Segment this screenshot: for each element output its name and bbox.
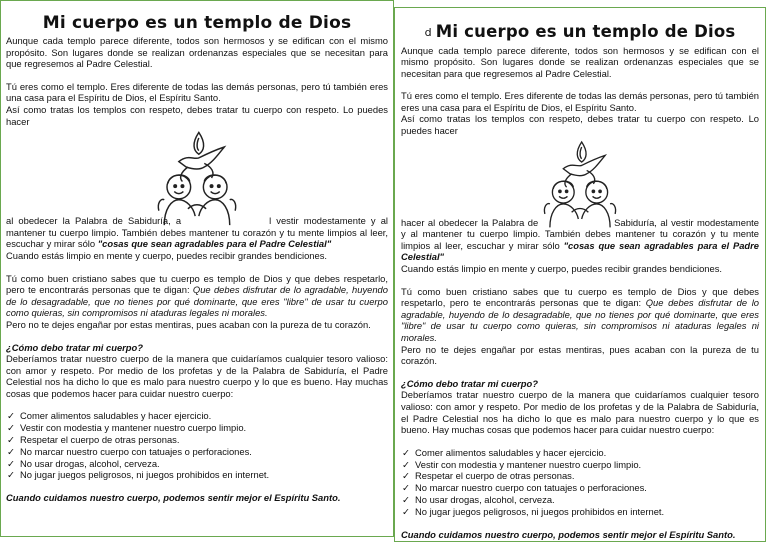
check-icon: ✓ [7, 469, 15, 481]
list-item: ✓ Comer alimentos saludables y hacer ejercicio. [402, 446, 607, 458]
check-icon: ✓ [402, 446, 410, 458]
paragraph-respect: Así como tratas los templos con respeto, debes tratar tu cuerpo con respeto. Lo puedes hacer [401, 113, 759, 137]
quote-agradables: "cosas que sean agradables para el Padre Celestial" [97, 238, 332, 250]
list-item: ✓ No marcar nuestro cuerpo con tatuajes o perforaciones. [7, 445, 252, 457]
paragraph-wisdom: al obedecer la Palabra de Sabiduría, a l vestir modestamente y al mantener tu cuerpo limpio. También debes mantener tu corazón y tu mente limpios al leer, escuchar y mirar sólo "cosas que sean agradables para el Padre Celestial" [6, 215, 388, 250]
paragraph-warning: Pero no te dejes engañar por estas mentiras, pues acaban con la pureza de tu corazón. [6, 318, 371, 330]
quote-temptation: Que debes disfrutar de lo agradable, huyendo de lo desagradable, que no tienes por qué dominarte, que eres "libre" de usar tu cuerpo como quieras, sin compromisos ni ataduras legales ni morales. [6, 284, 388, 319]
check-icon: ✓ [7, 422, 15, 434]
quote-agradables: "cosas que sean agradables para el Padre Celestial" [401, 239, 760, 263]
paragraph-respect: Así como tratas los templos con respeto, debes tratar tu cuerpo con respeto. Lo puedes hacer [6, 103, 388, 127]
list-item: ✓ No jugar juegos peligrosos, ni juegos prohibidos en internet. [7, 469, 270, 481]
question-heading: ¿Cómo debo tratar mi cuerpo? [401, 377, 538, 389]
paragraph-temple: Tú eres como el templo. Eres diferente de todas las demás personas, pero tú también eres una casa para el Espíritu de Dios, el Espíritu Santo. [6, 80, 388, 104]
checklist [401, 447, 759, 518]
closing-line: Cuando cuidamos nuestro cuerpo, podemos sentir mejor el Espíritu Santo. [401, 528, 736, 540]
document-page-right [394, 7, 766, 542]
paragraph-warning: Pero no te dejes engañar por estas mentiras, pues acaban con la pureza de tu corazón. [401, 343, 759, 367]
paragraph-care: Deberíamos tratar nuestro cuerpo de la manera que cuidaríamos cualquier tesoro valioso: con amor y respeto. Por medio de los profetas y de la Palabra de Sabiduría, el Padre Celestial nos ha dicho lo que es malo para nuestro cuerpo y lo que es bueno. Hay muchas cosas que podemos hacer para cuidar nuestro cuerpo: [6, 353, 388, 399]
checklist [6, 410, 388, 481]
check-icon: ✓ [402, 458, 410, 470]
list-item: ✓ No usar drogas, alcohol, cerveza. [7, 457, 160, 469]
paragraph-christian: Tú como buen cristiano sabes que tu cuerpo es templo de Dios y que debes respetarlo, pero te encontrarás personas que te digan: Que debes disfrutar de lo agradable, huyendo de lo desagradable, que no tienes por qué dominarte, que eres "libre" de usar tu cuerpo como quieras, sin compromisos ni ataduras legales ni morales. [401, 285, 759, 343]
paragraph-temple: Tú eres como el templo. Eres diferente de todas las demás personas, pero tú también eres una casa para el Espíritu de Dios, el Espíritu Santo. [401, 90, 759, 113]
list-item: ✓ No marcar nuestro cuerpo con tatuajes o perforaciones. [402, 482, 647, 494]
list-item: ✓ Vestir con modestia y mantener nuestro cuerpo limpio. [402, 458, 642, 470]
paragraph-intro: Aunque cada templo parece diferente, todos son hermosos y se edifican con el mismo propósito. Son lugares donde se realizan ordenanzas especiales que se necesitan para que regresemos al Padre Celestial. [6, 35, 388, 70]
list-item: ✓ Respetar el cuerpo de otras personas. [7, 434, 180, 446]
page-title: Mi cuerpo es un templo de Dios [42, 13, 352, 33]
check-icon: ✓ [402, 470, 410, 482]
closing-line: Cuando cuidamos nuestro cuerpo, podemos sentir mejor el Espíritu Santo. [6, 492, 341, 504]
check-icon: ✓ [7, 445, 15, 457]
check-icon: ✓ [7, 457, 15, 469]
page-title: d Mi cuerpo es un templo de Dios [424, 22, 736, 41]
paragraph-intro: Aunque cada templo parece diferente, todos son hermosos y se edifican con el mismo propósito. Son lugares donde se realizan ordenanzas especiales que se necesitan para que regresemos al Padre Celestial. [401, 44, 759, 79]
paragraph-wisdom: hacer al obedecer la Palabra de Sabiduría, al vestir modestamente y al mantener tu cuerpo limpio. También debes mantener tu corazón y tu mente limpios al leer, escuchar y mirar sólo "cosas que sean agradables para el Padre Celestial" [401, 216, 760, 263]
list-item: ✓ Vestir con modestia y mantener nuestro cuerpo limpio. [7, 422, 247, 434]
children-dove-flame-icon [151, 127, 243, 227]
list-item: ✓ Comer alimentos saludables y hacer ejercicio. [7, 410, 212, 422]
list-item: ✓ No jugar juegos peligrosos, ni juegos prohibidos en internet. [402, 505, 665, 517]
question-heading: ¿Cómo debo tratar mi cuerpo? [6, 341, 143, 353]
list-item: ✓ No usar drogas, alcohol, cerveza. [402, 493, 555, 505]
check-icon: ✓ [7, 410, 15, 422]
quote-temptation: Que debes disfrutar de lo agradable, huyendo de lo desagradable, que no tienes por qué dominarte, que eres "libre" de usar tu cuerpo como quieras, sin compromisos ni ataduras legales ni morales. [401, 297, 759, 343]
paragraph-blessings: Cuando estás limpio en mente y cuerpo, puedes recibir grandes bendiciones. [6, 249, 328, 261]
children-dove-flame-icon [538, 137, 622, 229]
list-item: ✓ Respetar el cuerpo de otras personas. [402, 470, 575, 482]
check-icon: ✓ [402, 493, 410, 505]
check-icon: ✓ [7, 434, 15, 446]
paragraph-care: Deberíamos tratar nuestro cuerpo de la manera que cuidaríamos cualquier tesoro valioso: con amor y respeto. Por medio de los profetas y de la Palabra de Sabiduría, el Padre Celestial nos ha dicho lo que es malo para nuestro cuerpo y lo que es bueno. Hay muchas cosas que podemos hacer para cuidar nuestro cuerpo: [401, 389, 759, 436]
check-icon: ✓ [402, 482, 410, 494]
stray-mark: d [424, 25, 432, 39]
paragraph-blessings: Cuando estás limpio en mente y cuerpo, puedes recibir grandes bendiciones. [401, 263, 723, 275]
paragraph-christian: Tú como buen cristiano sabes que tu cuerpo es templo de Dios y que debes respetarlo, pero te encontrarás personas que te digan: Que debes disfrutar de lo agradable, huyendo de lo desagradable, que no tienes por qué dominarte, que eres "libre" de usar tu cuerpo como quieras, sin compromisos ni ataduras legales ni morales. [6, 272, 388, 319]
check-icon: ✓ [402, 505, 410, 517]
